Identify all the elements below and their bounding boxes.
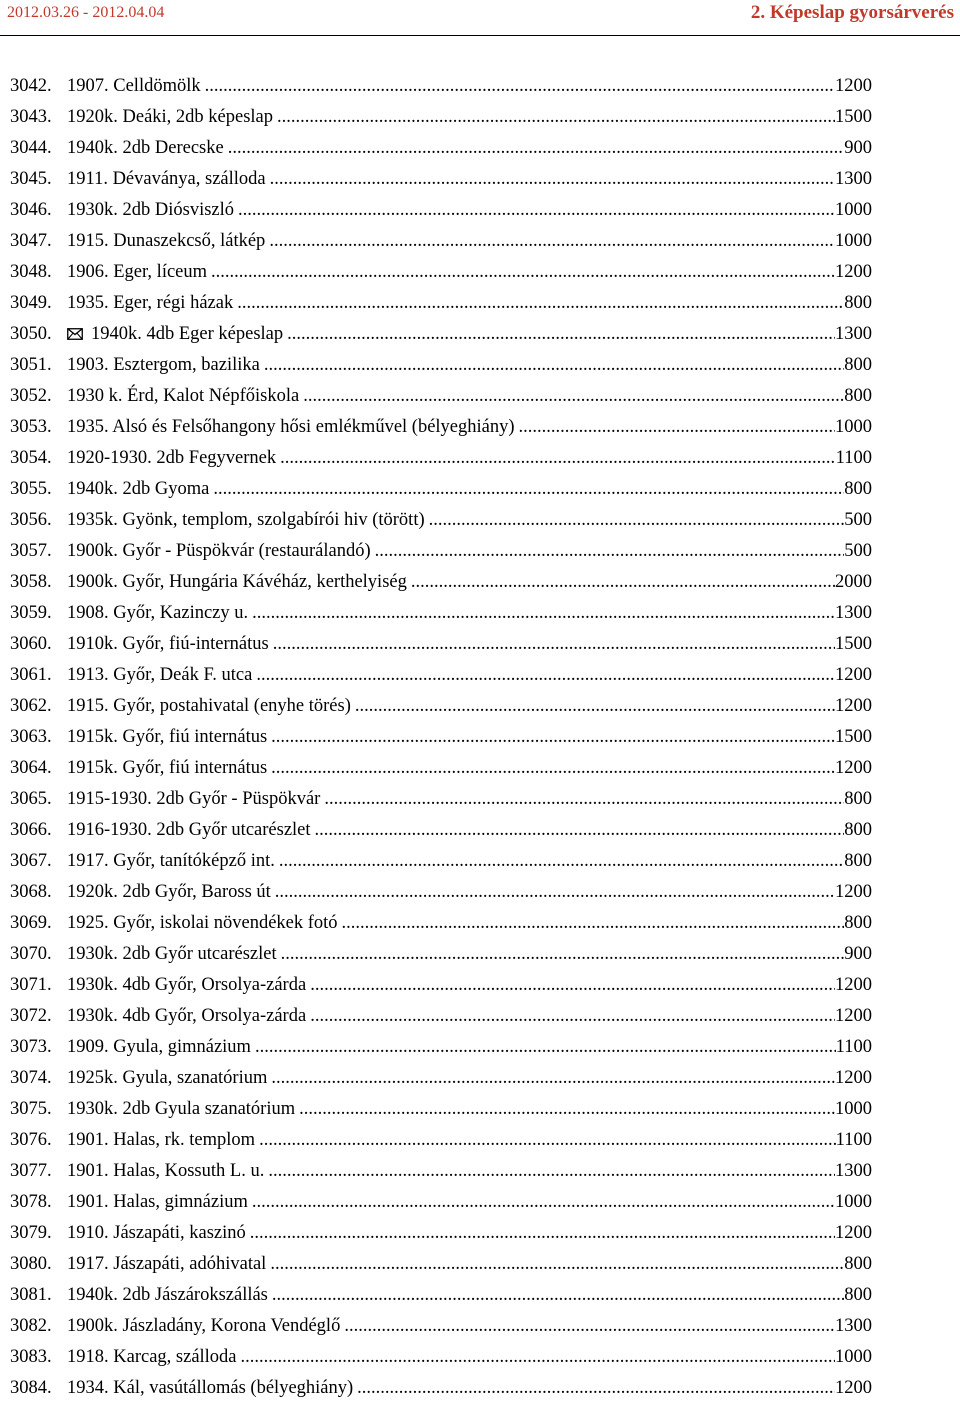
lot-number: 3056.: [10, 510, 52, 530]
lot-price: 1200: [835, 696, 872, 716]
dot-leader: [213, 474, 844, 505]
lot-price: 800: [844, 820, 872, 840]
lot-row: [0, 71, 872, 102]
lot-description: 1925k. Gyula, szanatórium: [67, 1068, 268, 1088]
lot-description: 1930k. 2db Diósviszló: [67, 200, 235, 220]
lot-row: [0, 102, 872, 133]
lot-price: 1300: [835, 1161, 872, 1181]
lot-row: [0, 381, 872, 412]
dot-leader: [271, 722, 835, 753]
lot-description: 1930k. 4db Győr, Orsolya-zárda: [67, 975, 307, 995]
dot-leader: [310, 1001, 835, 1032]
lot-number: 3059.: [10, 603, 52, 623]
lot-body: [67, 1342, 872, 1373]
lot-description: 1920k. Deáki, 2db képeslap: [67, 107, 274, 127]
lot-body: [67, 1156, 872, 1187]
lot-body: [67, 691, 872, 722]
lot-number: 3052.: [10, 386, 52, 406]
lot-description: 1901. Halas, gimnázium: [67, 1192, 248, 1212]
lot-row: [0, 939, 872, 970]
lot-price: 1100: [835, 1130, 872, 1150]
lot-number: 3043.: [10, 107, 52, 127]
lot-number: 3061.: [10, 665, 52, 685]
lot-body: [67, 629, 872, 660]
lot-row: [0, 877, 872, 908]
dot-leader: [277, 102, 835, 133]
lot-body: [67, 474, 872, 505]
lot-description: 1930k. 2db Gyula szanatórium: [67, 1099, 296, 1119]
lot-number: 3072.: [10, 1006, 52, 1026]
lot-price: 900: [844, 138, 872, 158]
lot-number: 3073.: [10, 1037, 52, 1057]
lot-description: 1915-1930. 2db Győr - Püspökvár: [67, 789, 321, 809]
lot-row: [0, 1001, 872, 1032]
dot-leader: [279, 846, 844, 877]
lot-price: 1000: [835, 417, 872, 437]
dot-leader: [287, 319, 835, 350]
lot-description: 1911. Dévaványa, szálloda: [67, 169, 266, 189]
dot-leader: [355, 691, 835, 722]
lot-number: 3082.: [10, 1316, 52, 1336]
dot-leader: [255, 1032, 836, 1063]
lot-number: 3062.: [10, 696, 52, 716]
lot-row: [0, 1249, 872, 1280]
lot-body: [67, 102, 872, 133]
header-divider: [0, 35, 960, 36]
lot-description: 1908. Győr, Kazinczy u.: [67, 603, 249, 623]
lot-body: [67, 1187, 872, 1218]
lot-number: 3078.: [10, 1192, 52, 1212]
lot-body: [67, 412, 872, 443]
lot-number: 3054.: [10, 448, 52, 468]
lot-body: [67, 195, 872, 226]
lot-price: 1100: [835, 448, 872, 468]
lot-number: 3068.: [10, 882, 52, 902]
lot-description: 1918. Karcag, szálloda: [67, 1347, 237, 1367]
lot-row: [0, 567, 872, 598]
lot-description: 1900k. Győr, Hungária Kávéház, kerthelyiség: [67, 572, 407, 592]
lot-row: [0, 1156, 872, 1187]
lot-price: 800: [844, 355, 872, 375]
lot-body: [67, 1373, 872, 1404]
lot-description: 1915k. Győr, fiú internátus: [67, 727, 268, 747]
lot-row: [0, 1187, 872, 1218]
lot-body: [67, 536, 872, 567]
dot-leader: [256, 660, 835, 691]
lot-price: 1300: [835, 324, 872, 344]
lot-row: [0, 226, 872, 257]
lot-number: 3045.: [10, 169, 52, 189]
lot-description: 1901. Halas, rk. templom: [67, 1130, 256, 1150]
lot-row: [0, 536, 872, 567]
lot-body: [67, 164, 872, 195]
dot-leader: [315, 815, 845, 846]
lot-list: [0, 71, 872, 1404]
lot-body: [67, 1249, 872, 1280]
lot-number: 3057.: [10, 541, 52, 561]
lot-description: 1906. Eger, líceum: [67, 262, 208, 282]
lot-body: [67, 133, 872, 164]
lot-description: 1910k. Győr, fiú-internátus: [67, 634, 269, 654]
lot-price: 800: [844, 293, 872, 313]
lot-number: 3048.: [10, 262, 52, 282]
lot-number: 3060.: [10, 634, 52, 654]
dot-leader: [519, 412, 835, 443]
lot-description: 1900k. Jászladány, Korona Vendéglő: [67, 1316, 341, 1336]
lot-row: [0, 1311, 872, 1342]
lot-number: 3081.: [10, 1285, 52, 1305]
lot-price: 1200: [835, 76, 872, 96]
lot-row: [0, 443, 872, 474]
lot-number: 3067.: [10, 851, 52, 871]
dot-leader: [252, 598, 835, 629]
lot-row: [0, 288, 872, 319]
lot-description-text: 1940k. 4db Eger képeslap: [91, 324, 284, 344]
lot-body: [67, 908, 872, 939]
lot-row: [0, 1218, 872, 1249]
lot-body: [67, 71, 872, 102]
lot-number: 3076.: [10, 1130, 52, 1150]
lot-price: 1200: [835, 1068, 872, 1088]
catalog-title: 2. Képeslap gyorsárverés: [750, 2, 954, 23]
lot-row: [0, 505, 872, 536]
lot-description: 1934. Kál, vasútállomás (bélyeghiány): [67, 1378, 354, 1398]
lot-body: [67, 567, 872, 598]
lot-row: [0, 412, 872, 443]
lot-body: [67, 939, 872, 970]
lot-price: 800: [844, 851, 872, 871]
lot-row: [0, 846, 872, 877]
lot-number: 3070.: [10, 944, 52, 964]
lot-number: 3084.: [10, 1378, 52, 1398]
lot-number: 3053.: [10, 417, 52, 437]
lot-description: 1920-1930. 2db Fegyvernek: [67, 448, 277, 468]
dot-leader: [269, 226, 835, 257]
lot-row: [0, 722, 872, 753]
lot-price: 1000: [835, 200, 872, 220]
lot-number: 3055.: [10, 479, 52, 499]
lot-price: 1200: [835, 1378, 872, 1398]
dot-leader: [252, 1187, 835, 1218]
dot-leader: [205, 71, 835, 102]
page-header: [0, 0, 960, 36]
lot-row: [0, 1280, 872, 1311]
lot-price: 1000: [835, 1192, 872, 1212]
lot-price: 1500: [835, 634, 872, 654]
lot-number: 3046.: [10, 200, 52, 220]
lot-row: [0, 691, 872, 722]
lot-number: 3050.: [10, 324, 52, 344]
envelope-icon: [67, 320, 83, 332]
lot-price: 900: [844, 944, 872, 964]
lot-price: 1500: [835, 107, 872, 127]
lot-number: 3044.: [10, 138, 52, 158]
dot-leader: [342, 908, 845, 939]
lot-number: 3083.: [10, 1347, 52, 1367]
lot-number: 3080.: [10, 1254, 52, 1274]
lot-number: 3069.: [10, 913, 52, 933]
lot-price: 1300: [835, 169, 872, 189]
lot-row: [0, 1063, 872, 1094]
lot-body: [67, 1280, 872, 1311]
dot-leader: [310, 970, 835, 1001]
lot-body: [67, 1125, 872, 1156]
dot-leader: [268, 1156, 835, 1187]
lot-description: 1915k. Győr, fiú internátus: [67, 758, 268, 778]
lot-body: [67, 319, 872, 350]
lot-number: 3077.: [10, 1161, 52, 1181]
dot-leader: [275, 877, 835, 908]
lot-description: 1915. Dunaszekcső, látkép: [67, 231, 266, 251]
lot-price: 1000: [835, 231, 872, 251]
lot-description: 1940k. 2db Jászárokszállás: [67, 1285, 268, 1305]
lot-price: 1000: [835, 1099, 872, 1119]
lot-price: 1200: [835, 1223, 872, 1243]
lot-price: 1300: [835, 603, 872, 623]
lot-body: [67, 226, 872, 257]
dot-leader: [271, 1063, 835, 1094]
dot-leader: [344, 1311, 835, 1342]
lot-description: 1940k. 2db Gyoma: [67, 479, 210, 499]
lot-price: 500: [844, 541, 872, 561]
lot-description: 1930k. 2db Győr utcarészlet: [67, 944, 277, 964]
dot-leader: [271, 753, 835, 784]
lot-number: 3064.: [10, 758, 52, 778]
lot-row: [0, 164, 872, 195]
lot-row: [0, 195, 872, 226]
lot-body: [67, 1311, 872, 1342]
lot-body: [67, 753, 872, 784]
dot-leader: [270, 164, 835, 195]
dot-leader: [273, 629, 835, 660]
lot-row: [0, 1342, 872, 1373]
lot-description: 1907. Celldömölk: [67, 76, 201, 96]
lot-price: 1100: [835, 1037, 872, 1057]
lot-description: 1910. Jászapáti, kaszinó: [67, 1223, 246, 1243]
lot-body: [67, 350, 872, 381]
dot-leader: [324, 784, 844, 815]
lot-number: 3074.: [10, 1068, 52, 1088]
lot-body: [67, 381, 872, 412]
dot-leader: [299, 1094, 835, 1125]
lot-body: [67, 443, 872, 474]
lot-body: [67, 1094, 872, 1125]
lot-price: 1000: [835, 1347, 872, 1367]
lot-body: [67, 257, 872, 288]
lot-description: 1935. Eger, régi házak: [67, 293, 234, 313]
lot-row: [0, 350, 872, 381]
lot-body: [67, 660, 872, 691]
lot-description: 1917. Győr, tanítóképző int.: [67, 851, 275, 871]
lot-price: 1500: [835, 727, 872, 747]
lot-row: [0, 474, 872, 505]
lot-number: 3071.: [10, 975, 52, 995]
lot-row: [0, 1125, 872, 1156]
dot-leader: [228, 133, 845, 164]
lot-number: 3047.: [10, 231, 52, 251]
lot-price: 800: [844, 1285, 872, 1305]
dot-leader: [303, 381, 844, 412]
lot-description: 1925. Győr, iskolai növendékek fotó: [67, 913, 338, 933]
dot-leader: [429, 505, 845, 536]
dot-leader: [264, 350, 844, 381]
dot-leader: [272, 1280, 844, 1311]
dot-leader: [241, 1342, 835, 1373]
lot-row: [0, 319, 872, 350]
lot-row: [0, 660, 872, 691]
lot-number: 3079.: [10, 1223, 52, 1243]
lot-price: 1300: [835, 1316, 872, 1336]
lot-body: [67, 877, 872, 908]
lot-row: [0, 815, 872, 846]
dot-leader: [270, 1249, 844, 1280]
lot-number: 3065.: [10, 789, 52, 809]
lot-price: 800: [844, 479, 872, 499]
lot-price: 1200: [835, 1006, 872, 1026]
lot-price: 500: [844, 510, 872, 530]
lot-number: 3049.: [10, 293, 52, 313]
dot-leader: [237, 288, 844, 319]
lot-number: 3051.: [10, 355, 52, 375]
dot-leader: [211, 257, 835, 288]
lot-price: 800: [844, 386, 872, 406]
lot-description: 1915. Győr, postahivatal (enyhe törés): [67, 696, 351, 716]
lot-body: [67, 1218, 872, 1249]
lot-price: 1200: [835, 758, 872, 778]
lot-description: 1901. Halas, Kossuth L. u.: [67, 1161, 265, 1181]
lot-body: [67, 722, 872, 753]
lot-description: 1917. Jászapáti, adóhivatal: [67, 1254, 267, 1274]
lot-description: [67, 319, 283, 350]
lot-body: [67, 1063, 872, 1094]
lot-body: [67, 598, 872, 629]
dot-leader: [357, 1373, 835, 1404]
lot-row: [0, 784, 872, 815]
lot-price: 2000: [835, 572, 872, 592]
lot-row: [0, 753, 872, 784]
lot-row: [0, 1094, 872, 1125]
lot-price: 800: [844, 1254, 872, 1274]
lot-number: 3066.: [10, 820, 52, 840]
lot-row: [0, 257, 872, 288]
lot-description: 1935k. Gyönk, templom, szolgabírói hiv (törött): [67, 510, 425, 530]
lot-description: 1903. Esztergom, bazilika: [67, 355, 260, 375]
lot-body: [67, 505, 872, 536]
lot-description: 1930 k. Érd, Kalot Népfőiskola: [67, 386, 300, 406]
lot-body: [67, 815, 872, 846]
lot-price: 1200: [835, 882, 872, 902]
date-range: 2012.03.26 - 2012.04.04: [7, 4, 165, 21]
lot-row: [0, 970, 872, 1001]
lot-body: [67, 1001, 872, 1032]
lot-description: 1935. Alsó és Felsőhangony hősi emlékművel (bélyeghiány): [67, 417, 515, 437]
lot-row: [0, 629, 872, 660]
lot-row: [0, 133, 872, 164]
lot-price: 1200: [835, 262, 872, 282]
lot-description: 1900k. Győr - Püspökvár (restaurálandó): [67, 541, 371, 561]
dot-leader: [259, 1125, 836, 1156]
lot-number: 3075.: [10, 1099, 52, 1119]
lot-body: [67, 1032, 872, 1063]
lot-price: 800: [844, 913, 872, 933]
lot-description: 1913. Győr, Deák F. utca: [67, 665, 253, 685]
dot-leader: [250, 1218, 835, 1249]
dot-leader: [281, 939, 845, 970]
lot-row: [0, 1032, 872, 1063]
lot-description: 1909. Gyula, gimnázium: [67, 1037, 251, 1057]
lot-row: [0, 908, 872, 939]
lot-body: [67, 846, 872, 877]
dot-leader: [238, 195, 835, 226]
lot-number: 3042.: [10, 76, 52, 96]
lot-price: 800: [844, 789, 872, 809]
lot-description: 1940k. 2db Derecske: [67, 138, 224, 158]
lot-body: [67, 288, 872, 319]
lot-price: 1200: [835, 665, 872, 685]
lot-body: [67, 970, 872, 1001]
lot-description: 1920k. 2db Győr, Baross út: [67, 882, 271, 902]
lot-number: 3063.: [10, 727, 52, 747]
lot-row: [0, 598, 872, 629]
lot-row: [0, 1373, 872, 1404]
dot-leader: [280, 443, 836, 474]
lot-number: 3058.: [10, 572, 52, 592]
lot-price: 1200: [835, 975, 872, 995]
dot-leader: [411, 567, 835, 598]
lot-description: 1916-1930. 2db Győr utcarészlet: [67, 820, 311, 840]
lot-description: 1930k. 4db Győr, Orsolya-zárda: [67, 1006, 307, 1026]
dot-leader: [375, 536, 845, 567]
lot-body: [67, 784, 872, 815]
